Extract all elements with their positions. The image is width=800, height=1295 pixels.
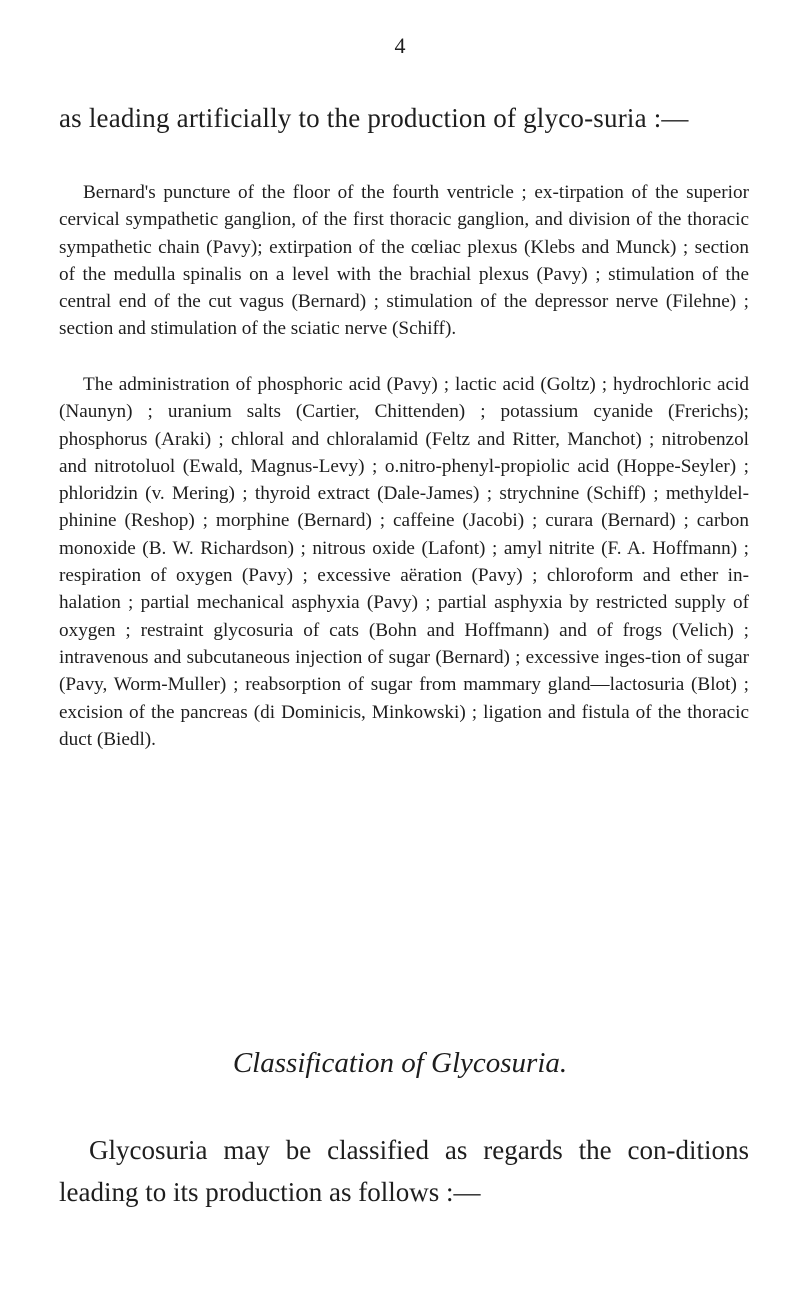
- paragraph-nervous-causes: Bernard's puncture of the floor of the fourth ventricle ; ex-tirpation of the superior cervical sympathetic ganglion, of the first thoracic ganglion, and division of the thoracic sympathetic chain (Pavy); extirpation of the cœliac plexus (Klebs and Munck) ; section of the medulla spinalis on a level with the brachial plexus (Pavy) ; stimulation of the central end of the cut vagus (Bernard) ; stimulation of the depressor nerve (Filehne) ; section and stimulation of the sciatic nerve (Schiff).: [59, 182, 749, 340]
- section-heading: Classification of Glycosuria.: [232, 1047, 568, 1079]
- lead-paragraph: as leading artificially to the production of glyco-suria :—: [59, 103, 689, 133]
- page-number: 4: [394, 33, 406, 58]
- closing-paragraph: Glycosuria may be classified as regards the con-ditions leading to its production as follows :—: [59, 1135, 749, 1207]
- paragraph-chemical-causes: The administration of phosphoric acid (Pavy) ; lactic acid (Goltz) ; hydrochloric acid (Naunyn) ; uranium salts (Cartier, Chittenden) ; potassium cyanide (Frerichs); phosphorus (Araki) ; chloral and chloralamid (Feltz and Ritter, Manchot) ; nitrobenzol and nitrotoluol (Ewald, Magnus-Levy) ; o.nitro-phenyl-propiolic acid (Hoppe-Seyler) ; phloridzin (v. Mering) ; thyroid extract (Dale-James) ; strychnine (Schiff) ; methyldel-phinine (Reshop) ; morphine (Bernard) ; caffeine (Jacobi) ; curara (Bernard) ; carbon monoxide (B. W. Richardson) ; nitrous oxide (Lafont) ; amyl nitrite (F. A. Hoffmann) ; respiration of oxygen (Pavy) ; excessive aëration (Pavy) ; chloroform and ether in-halation ; partial mechanical asphyxia (Pavy) ; partial asphyxia by restricted supply of oxygen ; restraint glycosuria of cats (Bohn and Hoffmann) and of frogs (Velich) ; intravenous and subcutaneous injection of sugar (Bernard) ; excessive inges-tion of sugar (Pavy, Worm-Muller) ; reabsorption of sugar from mammary gland—lactosuria (Blot) ; excision of the pancreas (di Dominicis, Minkowski) ; ligation and fistula of the thoracic duct (Biedl).: [59, 374, 749, 750]
